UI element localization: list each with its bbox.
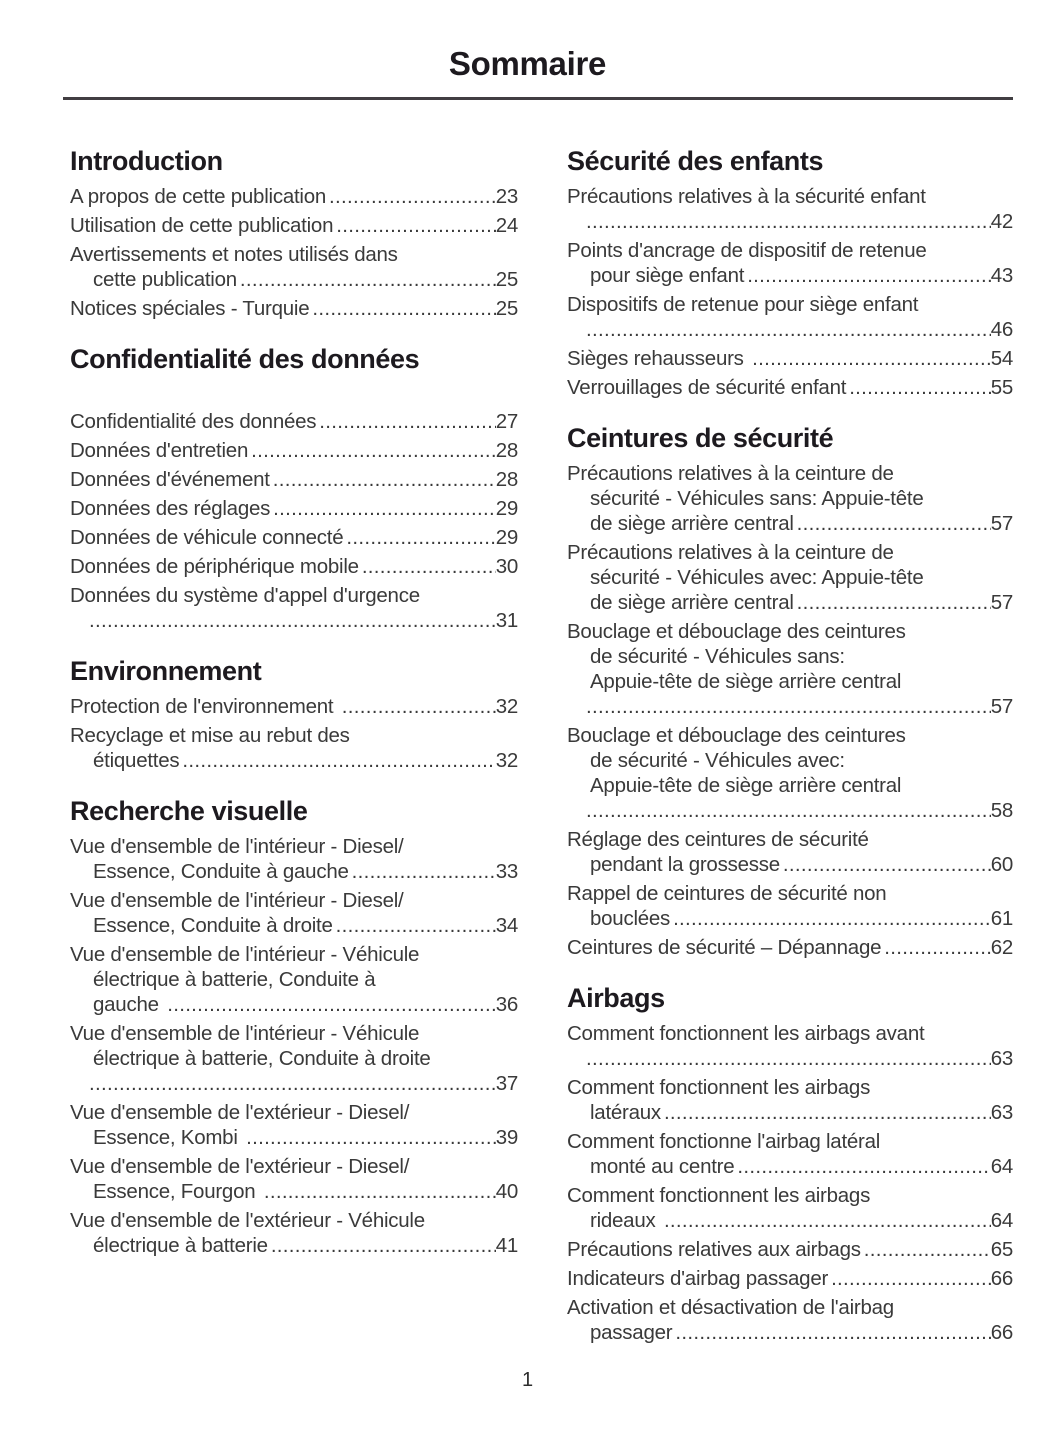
entry-text-line: Activation et désactivation de l'airbag: [567, 1296, 894, 1319]
entry-page-number: 36: [495, 993, 518, 1016]
entry-text-line: Verrouillages de sécurité enfant: [567, 376, 847, 399]
entry-last-line: [567, 798, 1013, 823]
toc-entry: [567, 346, 1013, 371]
entry-page-number: 62: [990, 936, 1013, 959]
entry-page-number: 40: [495, 1180, 518, 1203]
dot-leader: [586, 1046, 991, 1071]
entry-text-line: Données de périphérique mobile: [70, 555, 359, 578]
entry-text-line: Appuie-tête de siège arrière central: [590, 774, 902, 797]
entry-text-line: Avertissements et notes utilisés dans: [70, 243, 398, 266]
entry-text-line: pendant la grossesse: [590, 853, 780, 876]
entry-last-line: [567, 511, 1013, 536]
entry-text-line: Vue d'ensemble de l'intérieur - Véhicule: [70, 943, 420, 966]
entry-text-line: Vue d'ensemble de l'intérieur - Diesel/: [70, 889, 404, 912]
toc-entry: [567, 1021, 1013, 1071]
entry-last-line: [70, 992, 518, 1017]
page-header: [0, 0, 1055, 100]
title-divider: [63, 97, 1013, 100]
toc-section: [567, 422, 1013, 960]
dot-leader: [273, 467, 496, 492]
entry-last-line: [70, 694, 518, 719]
entry-last-line: [70, 1233, 518, 1258]
entry-text-line: de siège arrière central: [590, 512, 794, 535]
dot-leader: [797, 511, 991, 536]
entry-text-line: Précautions relatives à la ceinture de: [567, 462, 894, 485]
toc-entry: [70, 496, 518, 521]
entry-page-number: 63: [990, 1101, 1013, 1124]
entry-text-line: Données d'événement: [70, 468, 270, 491]
toc-entry: [70, 888, 518, 938]
entry-page-number: 29: [495, 497, 518, 520]
dot-leader: [251, 438, 496, 463]
dot-leader: [864, 1237, 991, 1262]
entry-last-line: [70, 467, 518, 492]
dot-leader: [182, 748, 495, 773]
entry-page-number: 65: [990, 1238, 1013, 1261]
dot-leader: [747, 263, 991, 288]
dot-leader: [89, 1071, 496, 1096]
entry-text-line: étiquettes: [93, 749, 180, 772]
entry-text-line: Bouclage et débouclage des ceintures: [567, 724, 906, 747]
entry-text-line: Précautions relatives aux airbags: [567, 1238, 861, 1261]
dot-leader: [264, 1179, 496, 1204]
entry-last-line: [70, 1179, 518, 1204]
dot-leader: [329, 184, 496, 209]
entry-text-line: Données du système d'appel d'urgence: [70, 584, 420, 607]
toc-section: [70, 795, 518, 1258]
section-heading: Environnement: [70, 656, 262, 686]
entry-text-line: Comment fonctionne l'airbag latéral: [567, 1130, 881, 1153]
dot-leader: [884, 935, 990, 960]
entry-last-line: [567, 375, 1013, 400]
entry-text-line: sécurité - Véhicules avec: Appuie-tête: [590, 566, 924, 589]
dot-leader: [362, 554, 496, 579]
entry-page-number: 54: [990, 347, 1013, 370]
entry-page-number: 25: [495, 268, 518, 291]
dot-leader: [737, 1154, 990, 1179]
toc-entry: [567, 827, 1013, 877]
entry-text-line: Protection de l'environnement: [70, 695, 339, 718]
entry-text-line: Points d'ancrage de dispositif de retenue: [567, 239, 927, 262]
entry-text-line: Réglage des ceintures de sécurité: [567, 828, 869, 851]
section-heading: Ceintures de sécurité: [567, 423, 834, 453]
toc-entry: [70, 942, 518, 1017]
entry-text-line: Appuie-tête de siège arrière central: [590, 670, 902, 693]
entry-text-line: Vue d'ensemble de l'extérieur - Diesel/: [70, 1101, 410, 1124]
dot-leader: [849, 375, 991, 400]
entry-last-line: [70, 554, 518, 579]
toc-entry: [70, 438, 518, 463]
entry-page-number: 37: [495, 1072, 518, 1095]
toc-entry: [70, 184, 518, 209]
dot-leader: [336, 913, 496, 938]
entry-text-line: de sécurité - Véhicules sans:: [590, 645, 845, 668]
entry-last-line: [70, 496, 518, 521]
dot-leader: [273, 496, 496, 521]
toc-entry: [70, 242, 518, 292]
dot-leader: [752, 346, 991, 371]
entry-last-line: [70, 608, 518, 633]
entry-page-number: 55: [990, 376, 1013, 399]
entry-page-number: 63: [990, 1047, 1013, 1070]
entry-text-line: Données de véhicule connecté: [70, 526, 344, 549]
entry-last-line: [70, 1125, 518, 1150]
entry-page-number: 57: [990, 695, 1013, 718]
dot-leader: [831, 1266, 991, 1291]
entry-last-line: [567, 935, 1013, 960]
toc-entry: [567, 461, 1013, 536]
dot-leader: [783, 852, 991, 877]
entry-text-line: Comment fonctionnent les airbags avant: [567, 1022, 925, 1045]
section-heading: Airbags: [567, 983, 665, 1013]
dot-leader: [586, 694, 991, 719]
entry-last-line: [567, 1100, 1013, 1125]
entry-last-line: [567, 263, 1013, 288]
dot-leader: [271, 1233, 496, 1258]
toc-entry: [567, 619, 1013, 719]
dot-leader: [342, 694, 496, 719]
toc-entry: [567, 540, 1013, 615]
toc-entry: [70, 694, 518, 719]
entry-last-line: [567, 694, 1013, 719]
toc-entry: [70, 1208, 518, 1258]
toc-entry: [567, 723, 1013, 823]
toc-entry: [567, 1237, 1013, 1262]
dot-leader: [319, 409, 495, 434]
toc-entry: [70, 1154, 518, 1204]
entry-text-line: Sièges rehausseurs: [567, 347, 750, 370]
entry-text-line: électrique à batterie: [93, 1234, 268, 1257]
dot-leader: [664, 1100, 991, 1125]
toc-entry: [567, 238, 1013, 288]
entry-last-line: [70, 267, 518, 292]
entry-text-line: Vue d'ensemble de l'intérieur - Véhicule: [70, 1022, 420, 1045]
entry-last-line: [567, 590, 1013, 615]
entry-text-line: passager: [590, 1321, 673, 1344]
entry-page-number: 28: [495, 439, 518, 462]
section-heading: Sécurité des enfants: [567, 146, 824, 176]
entry-last-line: [70, 748, 518, 773]
entry-text-line: électrique à batterie, Conduite à: [93, 968, 376, 991]
toc-entry: [70, 583, 518, 633]
toc-entry: [567, 1295, 1013, 1345]
dot-leader: [673, 906, 991, 931]
entry-page-number: 64: [990, 1155, 1013, 1178]
entry-text-line: A propos de cette publication: [70, 185, 327, 208]
entry-page-number: 39: [495, 1126, 518, 1149]
dot-leader: [586, 798, 991, 823]
entry-page-number: 43: [990, 264, 1013, 287]
entry-text-line: électrique à batterie, Conduite à droite: [93, 1047, 431, 1070]
toc-section: [567, 145, 1013, 400]
toc-column-left: [70, 145, 518, 1349]
toc-entry: [70, 1100, 518, 1150]
entry-page-number: 57: [990, 591, 1013, 614]
toc-entry: [567, 375, 1013, 400]
toc-entry: [70, 213, 518, 238]
table-of-contents: [0, 145, 1055, 1349]
toc-column-right: [567, 145, 1013, 1349]
section-heading: Introduction: [70, 146, 223, 176]
entry-text-line: Précautions relatives à la ceinture de: [567, 541, 894, 564]
toc-entry: [70, 723, 518, 773]
entry-page-number: 31: [495, 609, 518, 632]
entry-last-line: [567, 209, 1013, 234]
toc-entry: [70, 834, 518, 884]
entry-text-line: Données d'entretien: [70, 439, 249, 462]
toc-entry: [70, 296, 518, 321]
toc-entry: [567, 1183, 1013, 1233]
section-heading: Confidentialité des données: [70, 344, 420, 374]
entry-last-line: [70, 296, 518, 321]
toc-entry: [567, 935, 1013, 960]
entry-last-line: [567, 906, 1013, 931]
dot-leader: [312, 296, 495, 321]
entry-text-line: rideaux: [590, 1209, 661, 1232]
entry-last-line: [70, 1071, 518, 1096]
entry-page-number: 66: [990, 1267, 1013, 1290]
entry-last-line: [70, 184, 518, 209]
entry-text-line: bouclées: [590, 907, 671, 930]
entry-page-number: 30: [495, 555, 518, 578]
toc-entry: [70, 1021, 518, 1096]
entry-page-number: 46: [990, 318, 1013, 341]
entry-text-line: Indicateurs d'airbag passager: [567, 1267, 829, 1290]
toc-section: [70, 655, 518, 773]
dot-leader: [346, 525, 495, 550]
entry-page-number: 34: [495, 914, 518, 937]
entry-last-line: [70, 913, 518, 938]
toc-entry: [70, 525, 518, 550]
entry-text-line: Vue d'ensemble de l'intérieur - Diesel/: [70, 835, 404, 858]
entry-text-line: gauche: [93, 993, 165, 1016]
entry-text-line: Comment fonctionnent les airbags: [567, 1184, 871, 1207]
entry-text-line: de siège arrière central: [590, 591, 794, 614]
entry-page-number: 23: [495, 185, 518, 208]
entry-text-line: Vue d'ensemble de l'extérieur - Diesel/: [70, 1155, 410, 1178]
entry-page-number: 27: [495, 410, 518, 433]
toc-entry: [567, 184, 1013, 234]
entry-last-line: [70, 859, 518, 884]
dot-leader: [664, 1208, 991, 1233]
toc-entry: [567, 1266, 1013, 1291]
page-footer: [0, 1368, 1055, 1392]
entry-text-line: Données des réglages: [70, 497, 271, 520]
entry-page-number: 57: [990, 512, 1013, 535]
toc-entry: [567, 292, 1013, 342]
dot-leader: [797, 590, 991, 615]
toc-section: [567, 982, 1013, 1345]
entry-last-line: [70, 438, 518, 463]
entry-text-line: Dispositifs de retenue pour siège enfant: [567, 293, 919, 316]
entry-text-line: Ceintures de sécurité – Dépannage: [567, 936, 882, 959]
entry-page-number: 32: [495, 749, 518, 772]
entry-last-line: [567, 346, 1013, 371]
entry-text-line: de sécurité - Véhicules avec:: [590, 749, 845, 772]
dot-leader: [240, 267, 496, 292]
entry-last-line: [567, 1208, 1013, 1233]
entry-page-number: 32: [495, 695, 518, 718]
entry-text-line: Vue d'ensemble de l'extérieur - Véhicule: [70, 1209, 425, 1232]
entry-text-line: Essence, Kombi: [93, 1126, 244, 1149]
dot-leader: [586, 209, 991, 234]
entry-page-number: 61: [990, 907, 1013, 930]
entry-page-number: 29: [495, 526, 518, 549]
entry-page-number: 42: [990, 210, 1013, 233]
entry-last-line: [567, 1237, 1013, 1262]
entry-text-line: Comment fonctionnent les airbags: [567, 1076, 871, 1099]
dot-leader: [586, 317, 991, 342]
entry-text-line: Essence, Conduite à droite: [93, 914, 333, 937]
entry-text-line: Notices spéciales - Turquie: [70, 297, 310, 320]
dot-leader: [352, 859, 496, 884]
entry-last-line: [70, 213, 518, 238]
toc-entry: [567, 881, 1013, 931]
entry-text-line: monté au centre: [590, 1155, 735, 1178]
toc-section: [70, 343, 518, 633]
entry-page-number: 64: [990, 1209, 1013, 1232]
entry-page-number: 58: [990, 799, 1013, 822]
toc-entry: [70, 554, 518, 579]
entry-last-line: [567, 1320, 1013, 1345]
toc-entry: [567, 1129, 1013, 1179]
toc-section: [70, 145, 518, 321]
dot-leader: [246, 1125, 496, 1150]
entry-last-line: [567, 1266, 1013, 1291]
entry-text-line: sécurité - Véhicules sans: Appuie-tête: [590, 487, 924, 510]
page-title: Sommaire: [448, 45, 607, 82]
page-number: 1: [521, 1369, 534, 1391]
entry-text-line: Essence, Conduite à gauche: [93, 860, 349, 883]
entry-last-line: [567, 852, 1013, 877]
entry-text-line: Bouclage et débouclage des ceintures: [567, 620, 906, 643]
dot-leader: [89, 608, 496, 633]
entry-text-line: Confidentialité des données: [70, 410, 317, 433]
toc-entry: [70, 467, 518, 492]
entry-page-number: 24: [495, 214, 518, 237]
entry-page-number: 60: [990, 853, 1013, 876]
entry-last-line: [567, 1154, 1013, 1179]
dot-leader: [336, 213, 495, 238]
entry-page-number: 33: [495, 860, 518, 883]
entry-text-line: Utilisation de cette publication: [70, 214, 334, 237]
entry-last-line: [70, 525, 518, 550]
entry-text-line: Essence, Fourgon: [93, 1180, 261, 1203]
entry-last-line: [567, 1046, 1013, 1071]
entry-page-number: 41: [495, 1234, 518, 1257]
toc-entry: [567, 1075, 1013, 1125]
entry-text-line: Rappel de ceintures de sécurité non: [567, 882, 887, 905]
entry-page-number: 28: [495, 468, 518, 491]
dot-leader: [675, 1320, 990, 1345]
entry-page-number: 66: [990, 1321, 1013, 1344]
entry-last-line: [70, 409, 518, 434]
entry-text-line: latéraux: [590, 1101, 661, 1124]
dot-leader: [167, 992, 495, 1017]
section-heading: Recherche visuelle: [70, 796, 308, 826]
toc-entry: [70, 409, 518, 434]
entry-last-line: [567, 317, 1013, 342]
entry-text-line: Recyclage et mise au rebut des: [70, 724, 350, 747]
entry-text-line: pour siège enfant: [590, 264, 745, 287]
entry-page-number: 25: [495, 297, 518, 320]
entry-text-line: cette publication: [93, 268, 237, 291]
entry-text-line: Précautions relatives à la sécurité enfant: [567, 185, 926, 208]
